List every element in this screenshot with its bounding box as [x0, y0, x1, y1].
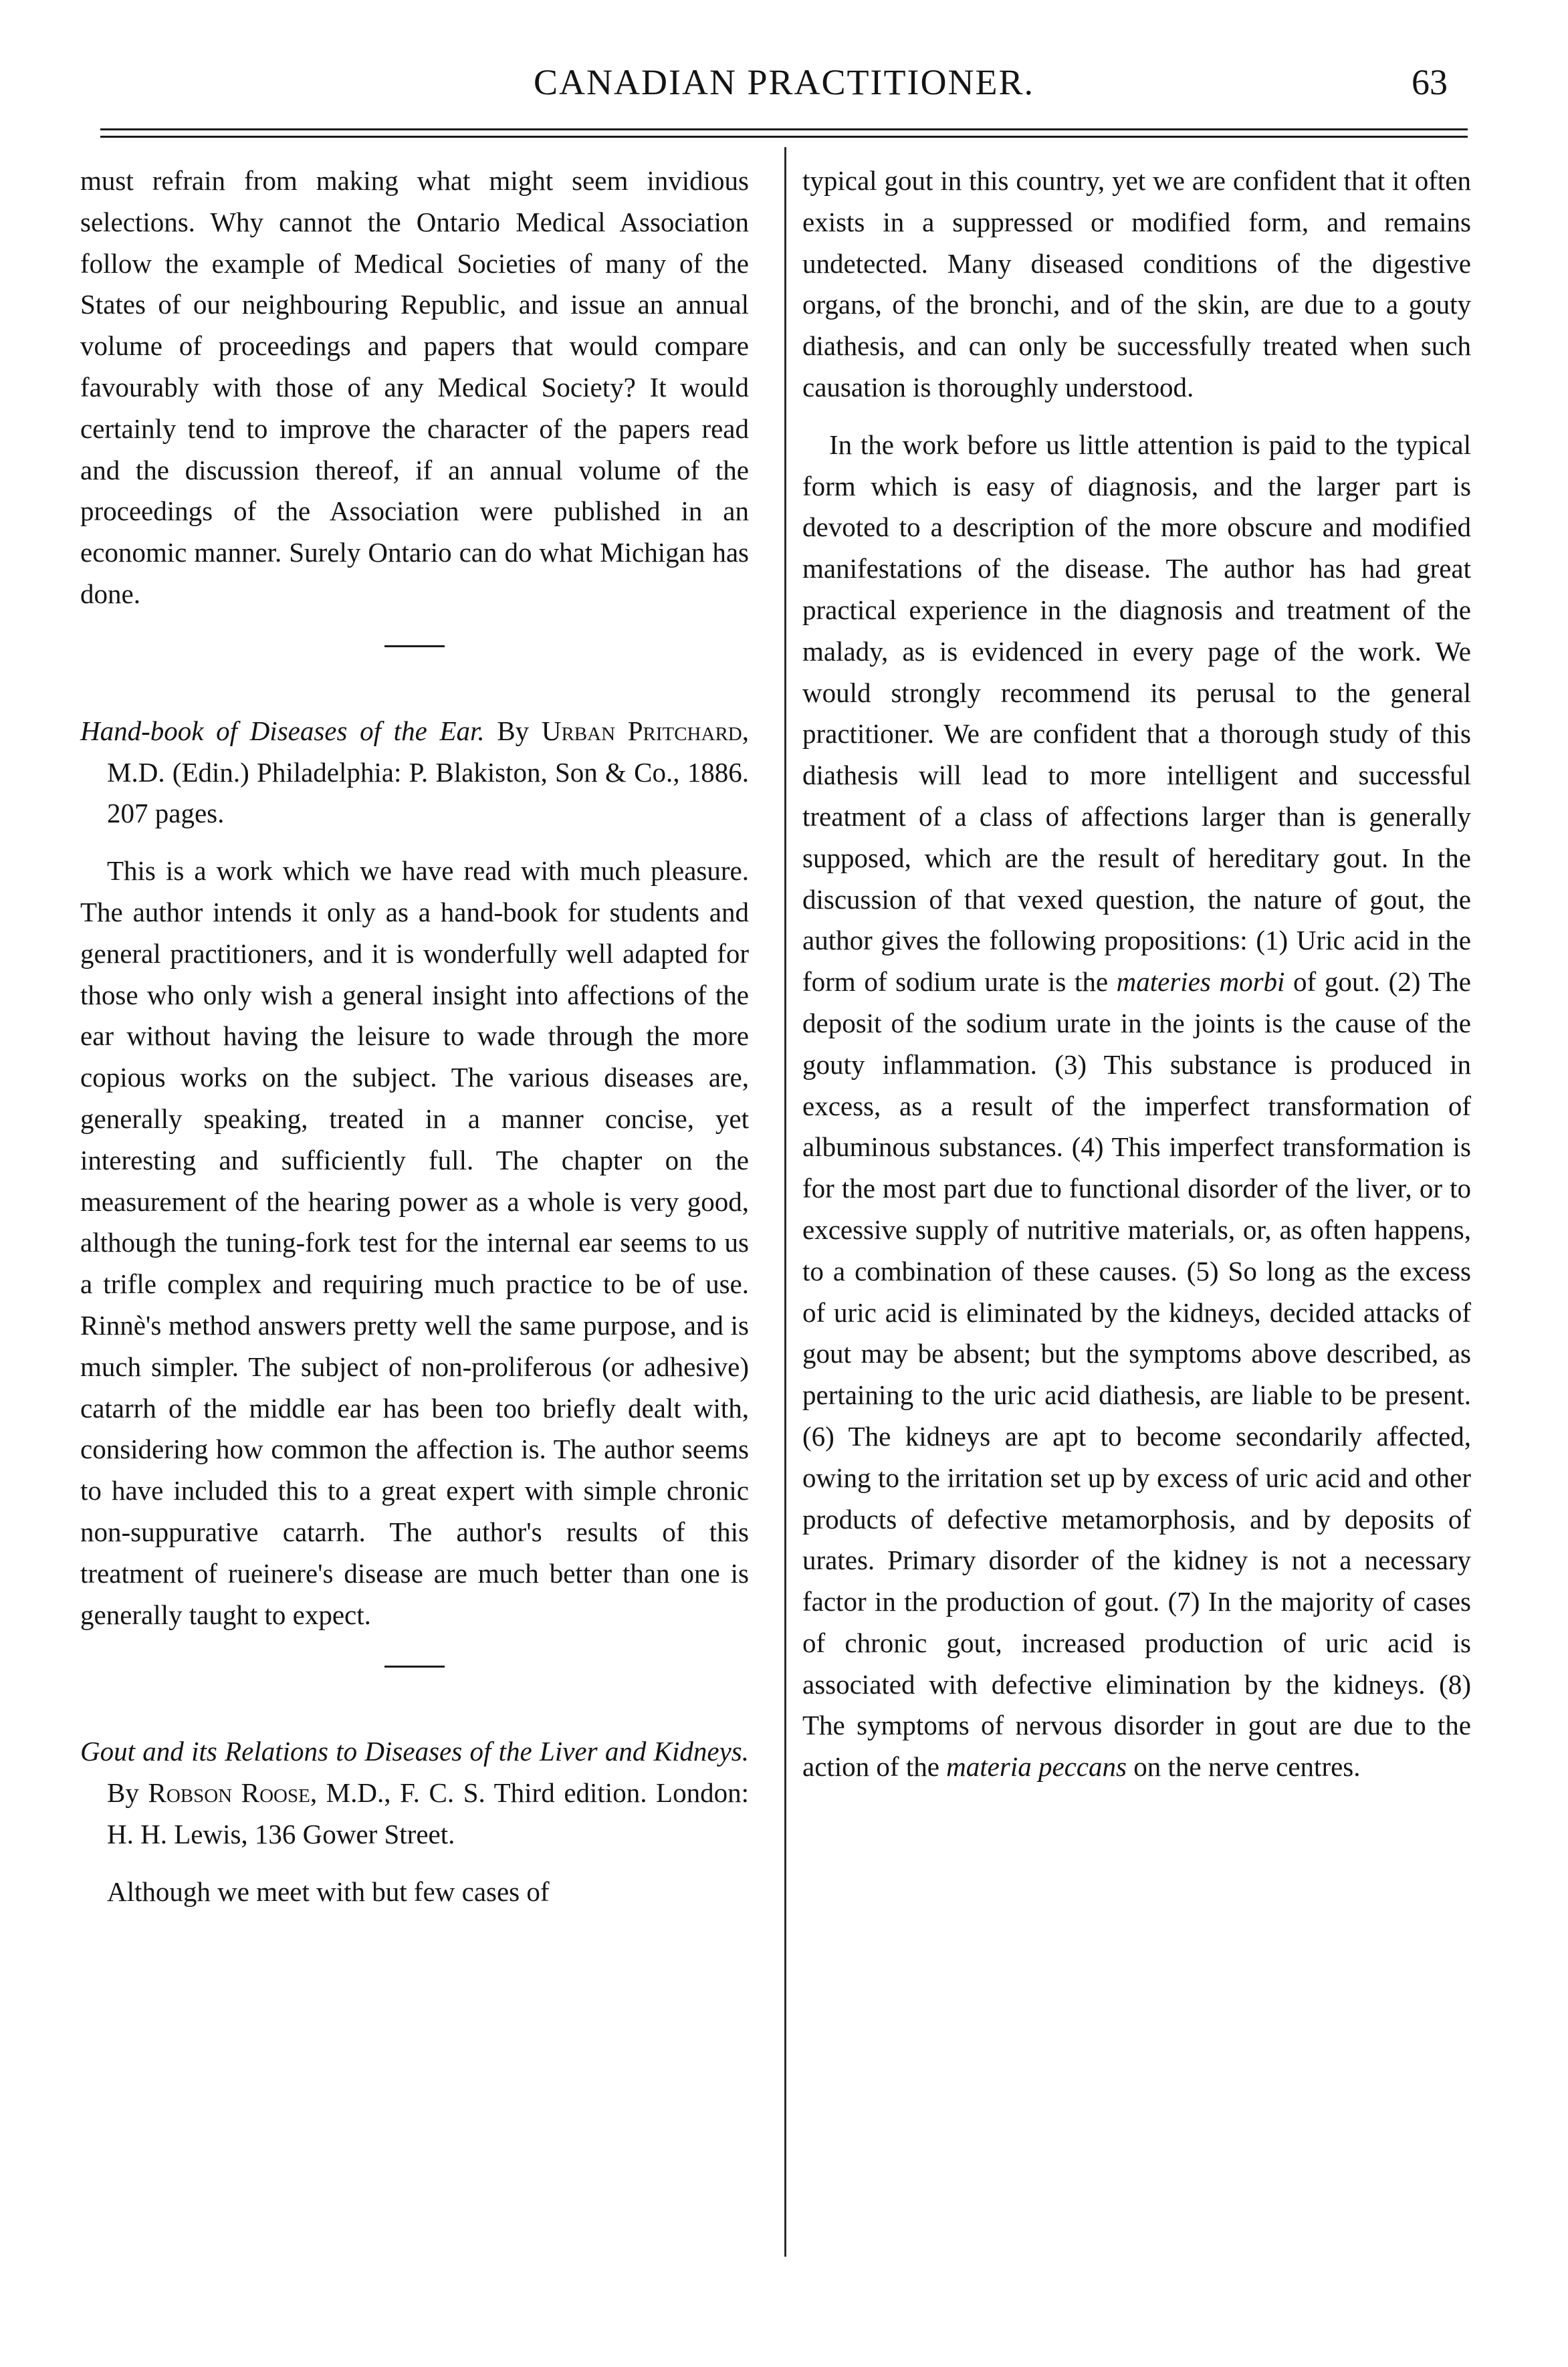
- review-body-gout-continued: typical gout in this country, yet we are confident that it often exists in a suppressed or modified form, and remains undetected. Many diseased conditions of the digestive organs, of the bronchi, and of the skin, are due to a gouty diathesis, and can only be successfully treated when such causation is thoroughly understood.: [802, 165, 1471, 403]
- running-title: CANADIAN PRACTITIONER.: [534, 62, 1034, 102]
- propositions-text: In the work before us little attention is paid to the typical form which is easy of diagnosis, and the larger part is devoted to a description of the more obscure and modified manifestations of the disease. The author has had great practical experience in the diagnosis and treatment of the malady, as is evidenced in every page of the work. We would strongly recommend its perusal to the general practitioner. We are confident that a thorough study of this diathesis will lead to more intelligent and successful treatment of a class of affections larger than is generally supposed, which are the result of hereditary gout. In the discussion of that vexed question, the nature of gout, the author gives the following propositions: (1) Uric acid in the form of sodium urate is the: [802, 429, 1471, 998]
- review-title: Gout and its Relations to Diseases of the Liver and Kidneys.: [80, 1736, 749, 1767]
- review-title: Hand-book of Diseases of the Ear.: [80, 715, 485, 746]
- review-heading-gout: [80, 1731, 749, 1855]
- review-publication: , M.D. (Edin.) Philadelphia: P. Blakiston, Son & Co., 1886. 207 pages.: [107, 715, 749, 829]
- propositions-text: on the nerve centres.: [1127, 1751, 1361, 1783]
- continued-paragraph: must refrain from making what might seem invidious selections. Why cannot the Ontario Medical Association follow the example of Medical Societies of many of the States of our neighbouring Republic, and issue an annual volume of proceedings and papers that would compare favourably with those of any Medical Society? It would certainly tend to improve the character of the papers read and the discussion thereof, if an annual volume of the proceedings of the Association were published in an economic manner. Surely Ontario can do what Michigan has done.: [80, 165, 749, 609]
- right-column: [802, 160, 1471, 1788]
- review-body-gout-start: Although we meet with but few cases of: [107, 1876, 550, 1907]
- review-body-ear: This is a work which we have read with much pleasure. The author intends it only as a hand-book for students and general practitioners, and it is wonderfully well adapted for those who only wish a general insight into affections of the ear without having the leisure to wade through the more copious works on the subject. The various diseases are, generally speaking, treated in a manner concise, yet interesting and sufficiently full. The chapter on the measurement of the hearing power as a whole is very good, although the tuning-fork test for the internal ear seems to us a trifle complex and requiring much practice to be of use. Rinnè's method answers pretty well the same purpose, and is much simpler. The subject of non-proliferous (or adhesive) catarrh of the middle ear has been too briefly dealt with, considering how common the affection is. The author seems to have included this to a great expert with simple chronic non-suppurative catarrh. The author's results of this treatment of rueinere's disease are much better than one is generally taught to expect.: [80, 855, 749, 1630]
- review-author: Urban Pritchard: [541, 715, 742, 746]
- page-number: 63: [1412, 62, 1448, 102]
- column-divider: [784, 147, 786, 2257]
- latin-term: materies morbi: [1116, 966, 1285, 998]
- section-divider: [384, 1666, 445, 1668]
- review-propositions: [802, 425, 1471, 1788]
- review-heading-ear: [80, 711, 749, 834]
- header-rule-top: [100, 128, 1468, 130]
- review-by: By: [107, 1777, 148, 1809]
- review-by: By: [484, 715, 542, 746]
- latin-term: materia peccans: [946, 1751, 1127, 1783]
- running-head: [100, 48, 1468, 128]
- section-divider: [384, 645, 445, 647]
- review-author: Robson Roose: [148, 1777, 310, 1809]
- header-rule-bottom: [100, 136, 1468, 138]
- left-column: [80, 160, 749, 1912]
- propositions-text: of gout. (2) The deposit of the sodium urate in the joints is the cause of the gouty inflammation. (3) This substance is produced in excess, as a result of the imperfect transformation of albuminous substances. (4) This imperfect transformation is for the most part due to functional disorder of the liver, or to excessive supply of nutritive materials, or, as often happens, to a combination of these causes. (5) So long as the excess of uric acid is eliminated by the kidneys, decided attacks of gout may be absent; but the symptoms above described, as pertaining to the uric acid diathesis, are liable to be present. (6) The kidneys are apt to become secondarily affected, owing to the irritation set up by excess of uric acid and other products of defective metamorphosis, and by deposits of urates. Primary disorder of the kidney is not a necessary factor in the production of gout. (7) In the majority of cases of chronic gout, increased production of uric acid is associated with defective elimination by the kidneys. (8) The symptoms of nervous disorder in gout are due to the action of the: [802, 966, 1472, 1783]
- review-publication: , M.D., F. C. S. Third edition. London: H. H. Lewis, 136 Gower Street.: [107, 1777, 749, 1849]
